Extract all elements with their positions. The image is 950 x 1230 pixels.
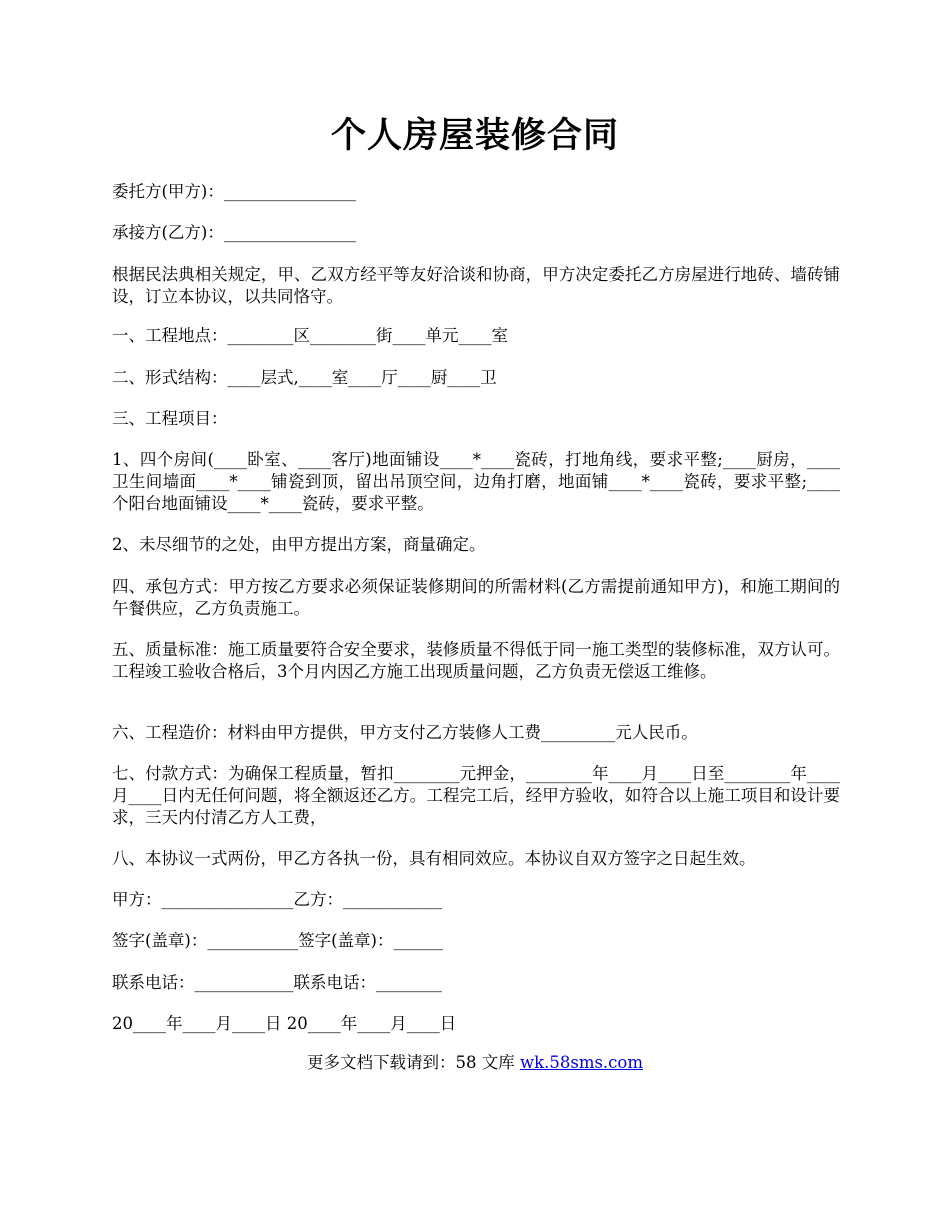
clause-copies: 八、本协议一式两份，甲乙方各执一份，具有相同效应。本协议自双方签字之日起生效。 <box>112 849 756 868</box>
clause-location: 一、工程地点：________区________街____单元____室 <box>112 326 508 345</box>
party-b-line: 承接方(乙方)：________________ <box>112 223 356 242</box>
footer-text: 更多文档下载请到：58 文库 <box>306 1053 520 1072</box>
clause-cost: 六、工程造价：材料由甲方提供，甲方支付乙方装修人工费_________元人民币。 <box>112 723 698 742</box>
signature-phone: 联系电话：____________联系电话：________ <box>112 973 442 992</box>
preamble-paragraph: 根据民法典相关规定，甲、乙双方经平等友好洽谈和协商，甲方决定委托乙方房屋进行地砖、墙砖铺设，订立本协议，以共同恪守。 <box>112 265 840 306</box>
footer-link[interactable]: wk.58sms.com <box>519 1053 643 1072</box>
clause-structure: 二、形式结构：____层式,____室____厅____厨____卫 <box>112 368 497 387</box>
clause-payment: 七、付款方式：为确保工程质量，暂扣________元押金，________年____月____日至________年____月____日内无任何问题，将全额返还乙方。工程完工后，经甲方验收，如符合以上施工项目和设计要求，三天内付清乙方人工费， <box>112 764 840 827</box>
signature-seal: 签字(盖章)：___________签字(盖章)：______ <box>112 931 443 950</box>
signature-date: 20____年____月____日 20____年____月____日 <box>112 1014 457 1033</box>
clause-projects-heading: 三、工程项目： <box>112 409 228 428</box>
project-item-2: 2、未尽细节的之处，由甲方提出方案，商量确定。 <box>112 535 486 554</box>
project-item-1: 1、四个房间(____卧室、____客厅)地面铺设____*____瓷砖，打地角线，要求平整;____厨房，____卫生间墙面____*____铺瓷到顶，留出吊顶空间，边角打磨，地面铺____*____瓷砖，要求平整;____个阳台地面铺设____*____瓷砖，要求平整。 <box>112 450 840 513</box>
clause-quality: 五、质量标准：施工质量要符合安全要求，装修质量不得低于同一施工类型的装修标准，双方认可。工程竣工验收合格后，3个月内因乙方施工出现质量问题，乙方负责无偿返工维修。 <box>112 640 840 681</box>
clause-contract-method: 四、承包方式：甲方按乙方要求必须保证装修期间的所需材料(乙方需提前通知甲方)，和施工期间的午餐供应，乙方负责施工。 <box>112 577 840 618</box>
party-a-line: 委托方(甲方)：________________ <box>112 182 356 201</box>
footer <box>0 1052 950 1074</box>
signature-parties: 甲方：________________乙方：____________ <box>112 890 442 909</box>
document-title: 个人房屋装修合同 <box>330 115 619 156</box>
